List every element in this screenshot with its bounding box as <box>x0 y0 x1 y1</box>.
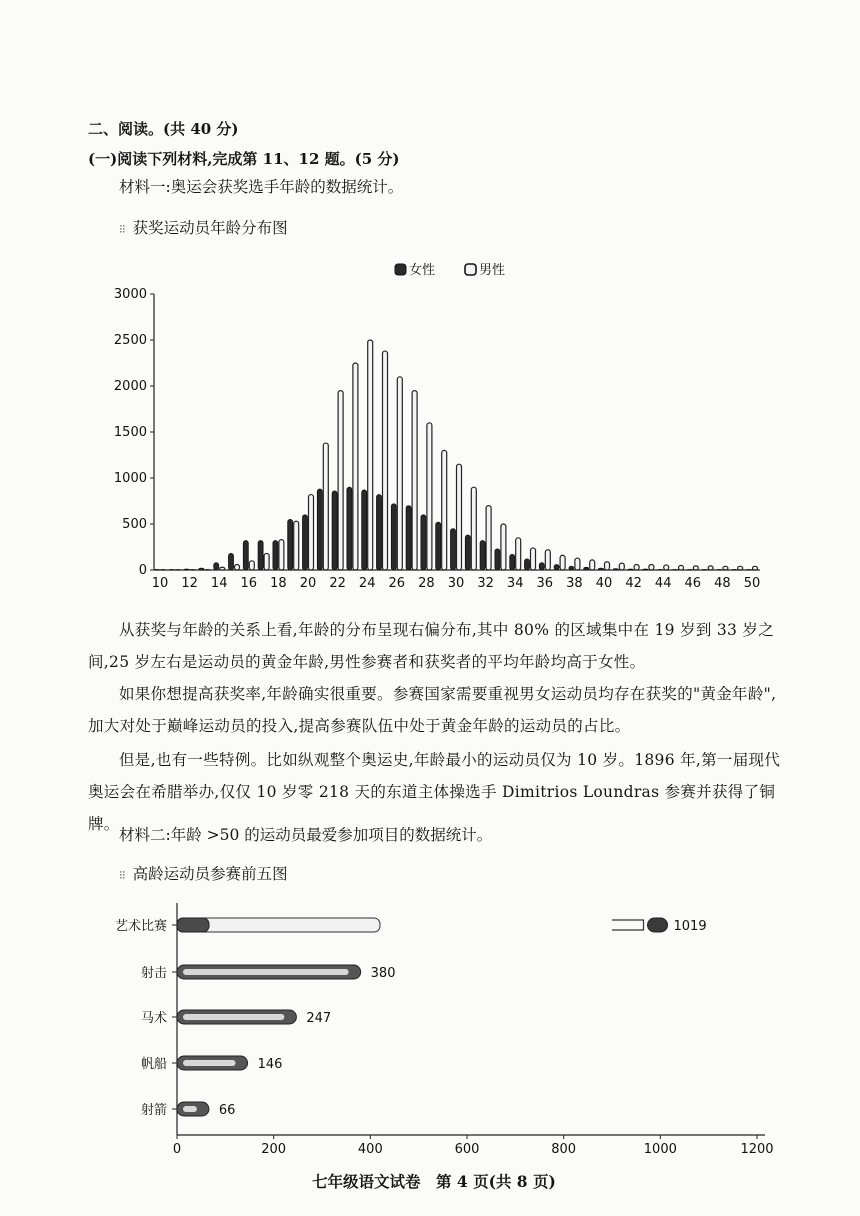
value-label: 1019 <box>673 919 707 934</box>
x-tick-label-2: 1000 <box>643 1142 677 1157</box>
figure2-title-text: 高龄运动员参赛前五图 <box>132 865 288 883</box>
bar-female <box>377 495 382 570</box>
bar-female <box>273 541 278 570</box>
bar-male <box>516 538 521 570</box>
x-tick-label: 48 <box>714 576 731 591</box>
material2-intro: 材料二:年龄 >50 的运动员最爱参加项目的数据统计。 <box>119 826 493 844</box>
x-tick-label: 28 <box>418 576 435 591</box>
x-tick-label: 46 <box>684 576 702 591</box>
bar-male <box>368 340 373 570</box>
y-tick-label: 1500 <box>113 425 147 440</box>
bar-male <box>412 391 417 570</box>
bar-female <box>599 568 604 570</box>
bar-female <box>229 553 234 570</box>
x-tick-label: 38 <box>566 576 583 591</box>
bar-female <box>436 522 441 570</box>
bar-female <box>584 567 589 570</box>
bar-male <box>294 521 299 570</box>
x-tick-label: 18 <box>270 576 287 591</box>
bar-female <box>317 489 322 570</box>
legend-swatch-male <box>465 264 476 275</box>
bar-male <box>279 540 284 570</box>
chart2-bars <box>177 918 668 1116</box>
y-tick-label: 2000 <box>113 379 147 394</box>
bar-male <box>545 550 550 570</box>
bar-female <box>347 487 352 570</box>
bar-male <box>708 566 713 570</box>
x-tick-label-2: 600 <box>454 1142 480 1157</box>
bar-male <box>353 363 358 570</box>
bar-male <box>264 553 269 570</box>
bar-male <box>723 566 728 570</box>
category-label: 帆船 <box>140 1057 167 1072</box>
bar-male <box>590 560 595 570</box>
x-tick-label: 24 <box>358 576 376 591</box>
figure1-title <box>119 216 288 238</box>
sub-heading: (一)阅读下列材料,完成第 11、12 题。(5 分) <box>88 150 400 168</box>
bar-male <box>619 563 624 570</box>
bar-highlight <box>183 1014 284 1020</box>
bar-female <box>184 569 189 570</box>
bar-male <box>531 548 536 570</box>
x-tick-label-2: 0 <box>172 1142 182 1157</box>
bar-female <box>288 519 293 570</box>
bar-female <box>643 569 648 570</box>
bar-male <box>501 524 506 570</box>
bar-female <box>465 535 470 570</box>
bar-female <box>539 563 544 570</box>
x-tick-label: 32 <box>477 576 494 591</box>
x-tick-label-2: 1200 <box>740 1142 774 1157</box>
chart1-legend <box>395 262 505 278</box>
bar-female <box>303 515 308 570</box>
bar-male <box>220 567 225 570</box>
x-tick-label: 22 <box>329 576 346 591</box>
bar-male <box>753 566 758 570</box>
value-label: 380 <box>370 966 396 981</box>
x-tick-label: 14 <box>210 576 228 591</box>
bar-female <box>480 541 485 570</box>
bar-male <box>560 555 565 570</box>
bar-female <box>628 569 633 570</box>
bar-male <box>664 565 669 570</box>
bar-female <box>525 559 530 570</box>
bar-female <box>258 541 263 570</box>
value-label: 247 <box>306 1011 332 1026</box>
x-tick-label: 26 <box>388 576 406 591</box>
material1-intro: 材料一:奥运会获奖选手年龄的数据统计。 <box>119 178 404 196</box>
drag-handle-icon: ⁝⁝ <box>119 222 125 236</box>
bar-female <box>613 569 618 570</box>
y-tick-label: 1000 <box>113 471 147 486</box>
bar-female <box>451 529 456 570</box>
bar-male <box>486 506 491 570</box>
bar-female <box>495 549 500 570</box>
legend-swatch-female <box>395 264 406 275</box>
x-tick-label-2: 800 <box>551 1142 577 1157</box>
legend-label-male: 男性 <box>479 263 506 278</box>
x-tick-label: 44 <box>654 576 672 591</box>
bar-male <box>249 561 254 570</box>
bar-male <box>427 423 432 570</box>
bar-female <box>332 491 337 570</box>
bar-male <box>457 464 462 570</box>
page-footer: 七年级语文试卷 第 4 页(共 8 页) <box>312 1172 556 1191</box>
y-tick-label: 2500 <box>113 333 147 348</box>
chart1-axes <box>150 294 760 570</box>
drag-handle-icon-2: ⁝⁝ <box>119 868 125 882</box>
bar-female <box>362 490 367 570</box>
chart2-labels <box>115 918 774 1157</box>
x-tick-label: 12 <box>181 576 198 591</box>
paragraph-1: 从获奖与年龄的关系上看,年龄的分布呈现右偏分布,其中 80% 的区域集中在 19 岁到 33 岁之间,25 岁左右是运动员的黄金年龄,男性参赛者和获奖者的平均年龄均高于女性。 <box>88 620 775 671</box>
senior-events-chart <box>0 895 860 1160</box>
x-tick-label: 16 <box>240 576 258 591</box>
bar-male <box>397 377 402 570</box>
x-tick-label: 40 <box>595 576 613 591</box>
bar-male <box>323 443 328 570</box>
category-label: 射击 <box>140 966 167 981</box>
x-tick-label: 50 <box>743 576 761 591</box>
section-heading: 二、阅读。(共 40 分) <box>88 120 239 138</box>
x-tick-label: 42 <box>625 576 642 591</box>
legend-label-female: 女性 <box>409 263 436 278</box>
x-tick-label: 30 <box>447 576 465 591</box>
bar-highlight <box>183 1106 197 1112</box>
age-distribution-chart <box>0 250 860 595</box>
bar-end-cap <box>648 918 668 932</box>
bar-male <box>575 558 580 570</box>
x-tick-label: 20 <box>299 576 317 591</box>
bar-male <box>679 565 684 570</box>
bar-female <box>569 566 574 570</box>
bar-start-cap <box>177 918 209 932</box>
bar-male <box>605 562 610 570</box>
bar-female <box>421 515 426 570</box>
value-label: 66 <box>218 1103 236 1118</box>
paragraph-2: 如果你想提高获奖率,年龄确实很重要。参赛国家需要重视男女运动员均存在获奖的"黄金年龄",加大对处于巅峰运动员的投入,提高参赛队伍中处于黄金年龄的运动员的占比。 <box>88 684 777 735</box>
bar-female <box>199 568 204 570</box>
x-tick-label-2: 200 <box>261 1142 287 1157</box>
bar-female <box>554 564 559 570</box>
bar-male <box>235 564 240 570</box>
category-label: 射箭 <box>140 1103 167 1118</box>
bar-highlight <box>183 1060 236 1066</box>
bar-male <box>738 566 743 570</box>
x-tick-label: 34 <box>506 576 524 591</box>
bar-break-segment <box>612 920 644 930</box>
category-label: 艺术比赛 <box>114 919 167 934</box>
x-tick-label: 36 <box>536 576 554 591</box>
category-label: 马术 <box>140 1011 167 1026</box>
chart1-bars <box>155 340 758 570</box>
bar-male <box>383 351 388 570</box>
bar-male <box>649 564 654 570</box>
figure1-title-text: 获奖运动员年龄分布图 <box>132 219 288 237</box>
value-label: 146 <box>257 1057 283 1072</box>
bar-male <box>338 391 343 570</box>
y-tick-label: 3000 <box>113 287 147 302</box>
bar-female <box>243 541 248 570</box>
x-tick-label: 10 <box>151 576 169 591</box>
bar-male <box>471 487 476 570</box>
bar-female <box>214 563 219 570</box>
x-tick-label-2: 400 <box>357 1142 383 1157</box>
bar-male <box>442 450 447 570</box>
y-tick-label: 0 <box>138 563 147 578</box>
bar-male <box>309 495 314 570</box>
paragraph-3: 但是,也有一些特例。比如纵观整个奥运史,年龄最小的运动员仅为 10 岁。1896 年,第一届现代奥运会在希腊举办,仅仅 10 岁零 218 天的东道主体操选手 Dimitrios Loundras 参赛并获得了铜牌。 <box>88 750 781 833</box>
bar-female <box>406 506 411 570</box>
bar-highlight <box>183 969 349 975</box>
bar-male <box>693 566 698 570</box>
bar-female <box>510 554 515 570</box>
y-tick-label: 500 <box>122 517 147 532</box>
bar-male <box>634 564 639 570</box>
bar-female <box>391 504 396 570</box>
figure2-title <box>119 862 288 884</box>
